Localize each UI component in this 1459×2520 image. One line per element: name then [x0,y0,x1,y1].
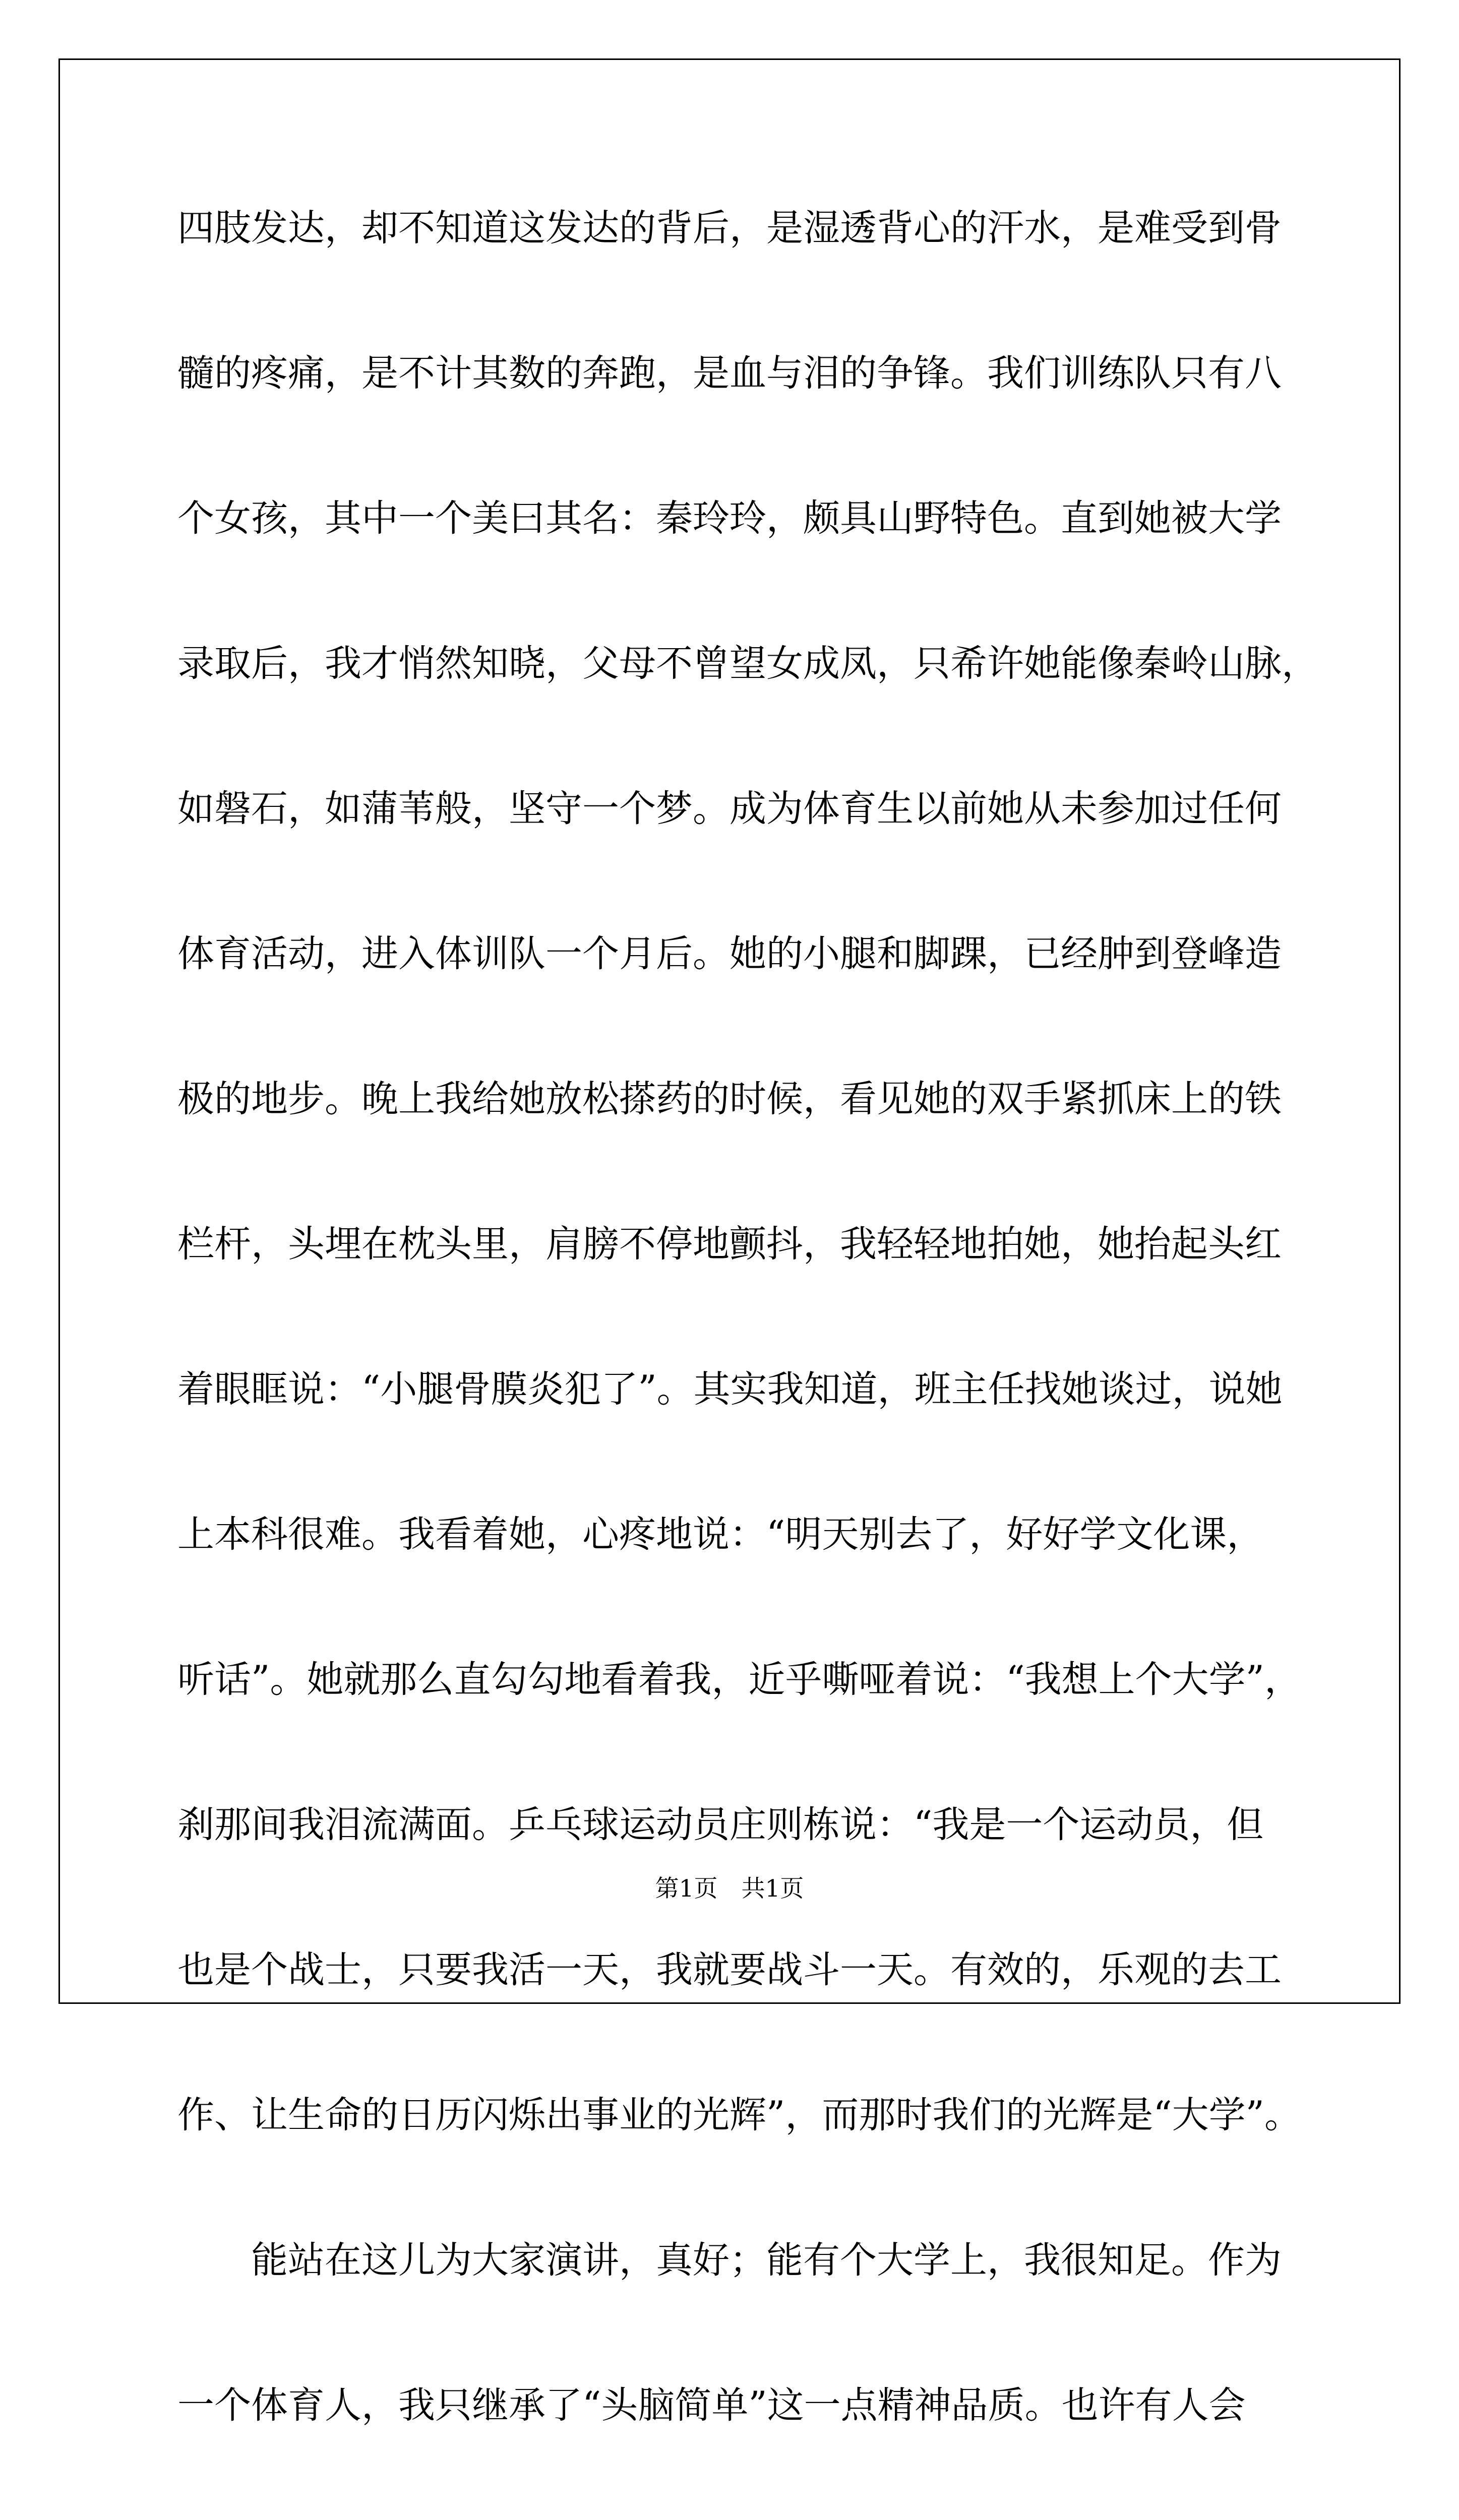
text-line: 也是个战士，只要我活一天，我就要战斗一天。有效的，乐观的去工 [177,1948,1282,1991]
page-footer: 第1页 共1页 [655,1875,804,1903]
text-line: 如磐石，如蒲苇般，坚守一个梦。成为体育生以前她从未参加过任何 [177,787,1282,830]
text-line: 四肢发达，却不知道这发达的背后，是湿透背心的汗水，是难受到骨 [177,207,1282,249]
text-line: 录取后，我才悄然知晓，父母不曾望女成凤，只希许她能像秦岭山脉， [177,642,1318,685]
text-line: 着眼眶说：“小腿骨膜炎犯了”。其实我知道，班主任找她谈过，说她 [177,1368,1283,1411]
text-line: 能站在这儿为大家演讲，真好；能有个大学上，我很知足。作为 [177,2239,1282,2282]
text-line: 一个体育人，我只继承了“头脑简单”这一点精神品质。也许有人会 [177,2384,1246,2427]
text-line: 作、让生命的日历闪烁出事业的光辉”，而那时我们的光辉是“大学”。 [177,2094,1301,2136]
text-line: 刹那间我泪流满面。乒乓球运动员庄则栋说：“我是一个运动员，但 [177,1803,1264,1846]
text-line: 个女孩，其中一个美曰其名：秦玲玲，颇具山野特色。直到她被大学 [177,497,1282,540]
text-line: 听话”。她就那么直勾勾地看着我，近乎嘶哑着说：“我想上个大学”， [177,1658,1301,1701]
text-line: 极的地步。晚上我给她放松搽药的时候，看见她的双手紧抓床上的铁 [177,1078,1282,1120]
text-line: 栏杆，头埋在枕头里，肩膀不停地颤抖，我轻轻地拍她，她抬起头红 [177,1223,1282,1266]
text-line: 髓的疼痛，是不计其数的奔跑，是血与泪的争锋。我们训练队只有八 [177,352,1282,395]
text-line: 体育活动，进入体训队一个月后。她的小腿和脚踝，已经肿到登峰造 [177,932,1282,975]
body-text [177,196,1318,2520]
text-line: 上本科很难。我看着她，心疼地说：“明天别去了，好好学文化课， [177,1513,1264,1556]
text-line [177,2518,1292,2520]
